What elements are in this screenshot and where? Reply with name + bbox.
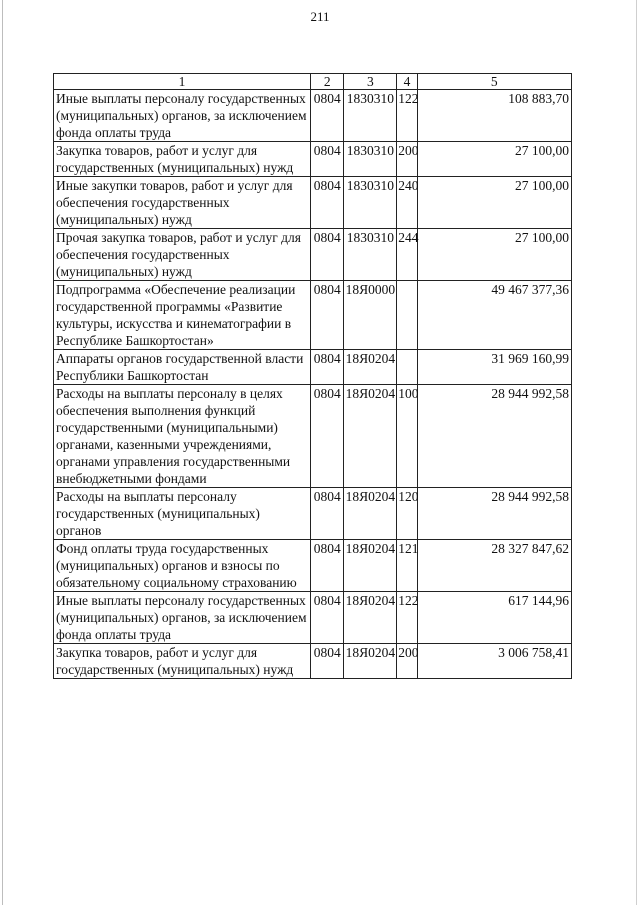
cell-target: 18Я0204	[344, 350, 397, 385]
column-header-section: 2	[310, 74, 344, 90]
cell-section: 0804	[310, 90, 344, 142]
scan-edge-left	[2, 0, 3, 905]
cell-section: 0804	[310, 229, 344, 281]
cell-target: 18Я0204	[344, 540, 397, 592]
cell-name: Расходы на выплаты персоналу в целях обеспечения выполнения функций государственными (муниципальными) органами, казенными учреждениями, органами управления государственными внебюджетными фондами	[54, 385, 311, 488]
cell-sum: 108 883,70	[417, 90, 571, 142]
budget-table	[53, 73, 572, 679]
page-number: 211	[310, 9, 330, 24]
cell-expense-type	[397, 350, 417, 385]
cell-sum: 27 100,00	[417, 142, 571, 177]
cell-target: 18Я0204	[344, 592, 397, 644]
cell-target: 1830310	[344, 229, 397, 281]
cell-sum: 31 969 160,99	[417, 350, 571, 385]
table-row	[54, 90, 572, 142]
cell-section: 0804	[310, 540, 344, 592]
cell-expense-type: 121	[397, 540, 417, 592]
cell-section: 0804	[310, 142, 344, 177]
cell-target: 1830310	[344, 177, 397, 229]
column-header-name: 1	[54, 74, 311, 90]
cell-expense-type: 200	[397, 644, 417, 679]
cell-name: Аппараты органов государственной власти Республики Башкортостан	[54, 350, 311, 385]
cell-name: Иные выплаты персоналу государственных (муниципальных) органов, за исключением фонда оплаты труда	[54, 90, 311, 142]
table-row	[54, 350, 572, 385]
cell-sum: 28 327 847,62	[417, 540, 571, 592]
cell-target: 1830310	[344, 90, 397, 142]
cell-expense-type: 122	[397, 592, 417, 644]
cell-section: 0804	[310, 350, 344, 385]
cell-expense-type: 120	[397, 488, 417, 540]
cell-section: 0804	[310, 177, 344, 229]
cell-name: Закупка товаров, работ и услуг для государственных (муниципальных) нужд	[54, 142, 311, 177]
table-row	[54, 592, 572, 644]
scan-edge-right	[636, 0, 637, 905]
column-header-target: 3	[344, 74, 397, 90]
cell-section: 0804	[310, 385, 344, 488]
cell-name: Расходы на выплаты персоналу государственных (муниципальных) органов	[54, 488, 311, 540]
cell-name: Подпрограмма «Обеспечение реализации государственной программы «Развитие культуры, искусства и кинематографии в Республике Башкортостан»	[54, 281, 311, 350]
cell-target: 18Я0204	[344, 644, 397, 679]
cell-sum: 28 944 992,58	[417, 488, 571, 540]
cell-target: 18Я0000	[344, 281, 397, 350]
table-row	[54, 142, 572, 177]
cell-section: 0804	[310, 488, 344, 540]
cell-expense-type: 244	[397, 229, 417, 281]
cell-name: Фонд оплаты труда государственных (муниципальных) органов и взносы по обязательному социальному страхованию	[54, 540, 311, 592]
cell-name: Прочая закупка товаров, работ и услуг для обеспечения государственных (муниципальных) нужд	[54, 229, 311, 281]
cell-expense-type: 200	[397, 142, 417, 177]
table-body	[54, 90, 572, 679]
cell-sum: 3 006 758,41	[417, 644, 571, 679]
table-row	[54, 644, 572, 679]
cell-target: 18Я0204	[344, 488, 397, 540]
cell-section: 0804	[310, 644, 344, 679]
cell-sum: 617 144,96	[417, 592, 571, 644]
cell-sum: 28 944 992,58	[417, 385, 571, 488]
cell-section: 0804	[310, 592, 344, 644]
table-header-row	[54, 74, 572, 90]
cell-sum: 27 100,00	[417, 177, 571, 229]
cell-expense-type: 240	[397, 177, 417, 229]
cell-expense-type: 100	[397, 385, 417, 488]
cell-section: 0804	[310, 281, 344, 350]
cell-expense-type: 122	[397, 90, 417, 142]
cell-sum: 27 100,00	[417, 229, 571, 281]
column-header-expense-type: 4	[397, 74, 417, 90]
table-row	[54, 385, 572, 488]
cell-expense-type	[397, 281, 417, 350]
column-header-sum: 5	[417, 74, 571, 90]
table-row	[54, 229, 572, 281]
cell-name: Закупка товаров, работ и услуг для государственных (муниципальных) нужд	[54, 644, 311, 679]
table-row	[54, 177, 572, 229]
table-row	[54, 540, 572, 592]
table-row	[54, 281, 572, 350]
cell-name: Иные выплаты персоналу государственных (муниципальных) органов, за исключением фонда оплаты труда	[54, 592, 311, 644]
cell-name: Иные закупки товаров, работ и услуг для обеспечения государственных (муниципальных) нужд	[54, 177, 311, 229]
cell-target: 1830310	[344, 142, 397, 177]
cell-sum: 49 467 377,36	[417, 281, 571, 350]
table-row	[54, 488, 572, 540]
cell-target: 18Я0204	[344, 385, 397, 488]
